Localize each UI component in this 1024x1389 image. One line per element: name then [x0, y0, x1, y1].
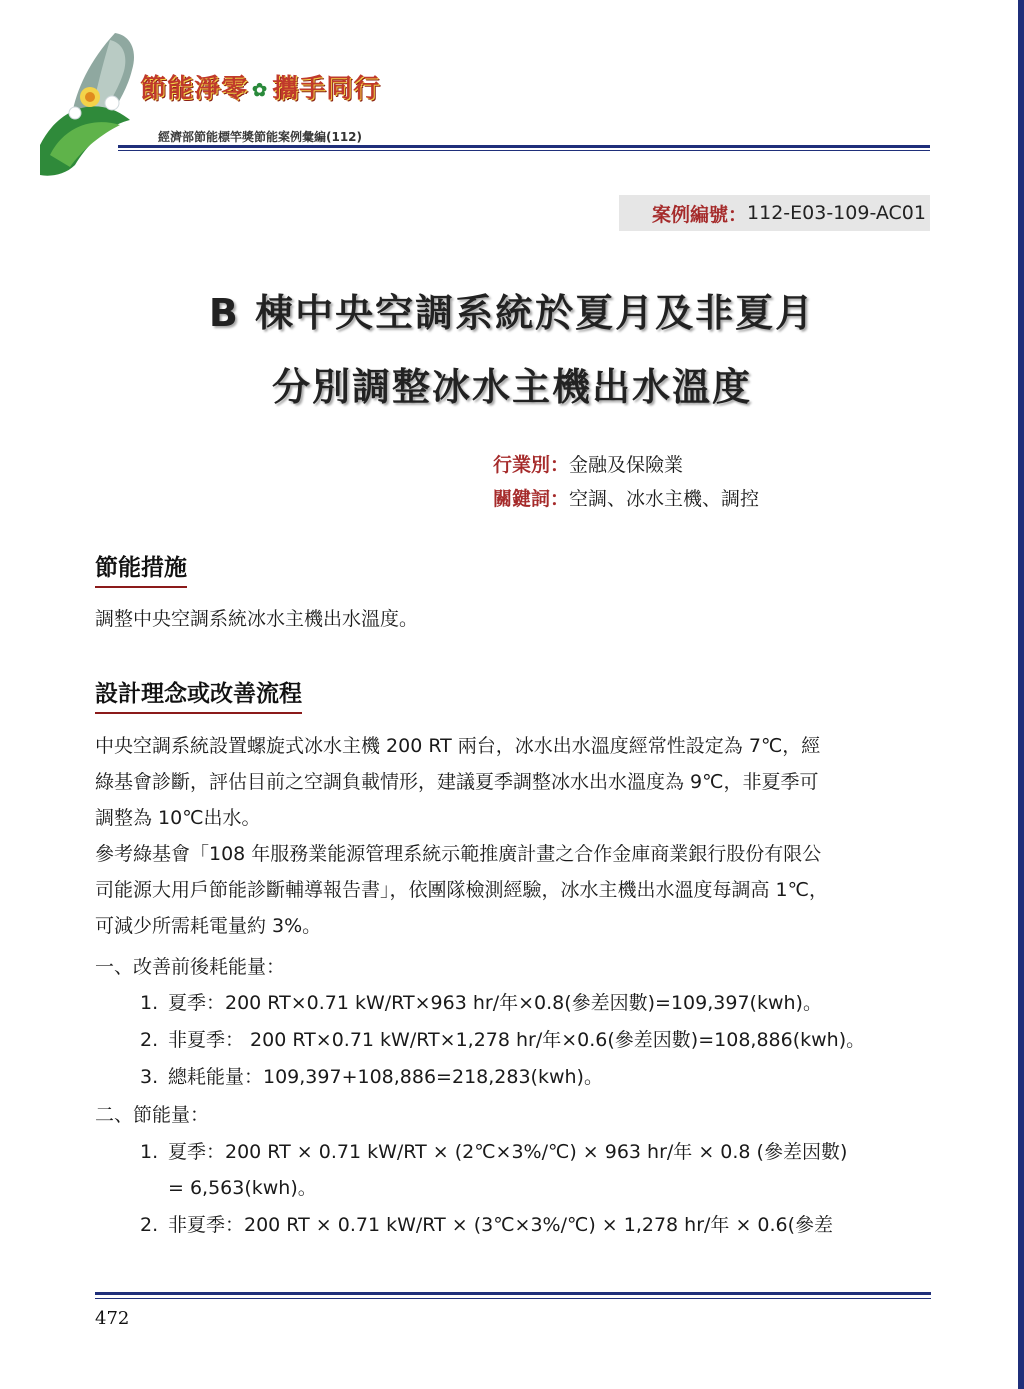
section-underline [95, 712, 302, 714]
case-title-line-1: B 棟中央空調系統於夏月及非夏月 [208, 291, 816, 335]
design-line: 可減少所需耗電量約 3%。 [95, 915, 322, 937]
section-underline [95, 586, 187, 588]
industry-value: 金融及保險業 [569, 454, 684, 476]
brand-slogan [140, 68, 380, 105]
keywords-value: 空調、冰水主機、調控 [569, 488, 760, 510]
flower-separator-icon: ✿ [252, 79, 269, 101]
section-heading-measures [95, 549, 187, 582]
list-item-number: 2. [140, 1029, 159, 1051]
case-number-value: 112-E03-109-AC01 [747, 202, 926, 224]
list-item [140, 1134, 847, 1170]
footer-divider [95, 1292, 931, 1295]
list-item-text: 非夏季： 200 RT×0.71 kW/RT×1,278 hr/年×0.6(參差因數)=108,886(kwh)。 [168, 1029, 866, 1051]
design-line: 綠基會診斷，評估目前之空調負載情形，建議夏季調整冰水出水溫度為 9℃，非夏季可 [95, 771, 819, 793]
design-line: 調整為 10℃出水。 [95, 807, 261, 829]
brand-slogan-left: 節能淨零 [140, 74, 249, 104]
case-title-line-2: 分別調整冰水主機出水溫度 [271, 365, 752, 409]
savings-heading: 二、節能量： [95, 1104, 210, 1126]
design-line: 司能源大用戶節能診斷輔導報告書」，依團隊檢測經驗，冰水主機出水溫度每調高 1℃， [95, 879, 828, 901]
list-item-number: 1. [140, 1141, 159, 1163]
list-item-number: 2. [140, 1214, 159, 1236]
list-item [140, 1022, 865, 1058]
list-item-text: 非夏季：200 RT × 0.71 kW/RT × (3℃×3%/℃) × 1,278 hr/年 × 0.6(參差 [168, 1214, 834, 1236]
publication-subtitle: 經濟部節能標竿獎節能案例彙編(112) [158, 130, 363, 144]
list-item [140, 1059, 603, 1095]
case-number-box [619, 195, 930, 231]
list-item [140, 985, 822, 1021]
section-heading-measures-text: 節能措施 [95, 555, 187, 581]
section-heading-design [95, 675, 302, 708]
design-paragraph [95, 728, 931, 944]
industry-label: 行業別： [493, 454, 570, 476]
brand-slogan-right: 攜手同行 [272, 74, 381, 104]
list-item-text: 總耗能量：109,397+108,886=218,283(kwh)。 [168, 1066, 603, 1088]
header-divider [118, 145, 930, 148]
footer-divider-thin [95, 1298, 931, 1299]
keywords-row [493, 484, 759, 511]
industry-row [493, 450, 683, 477]
list-item-text: = 6,563(kwh)。 [168, 1177, 317, 1199]
page-edge-bar [1018, 0, 1024, 1389]
list-item [140, 1207, 833, 1243]
page-number: 472 [95, 1308, 130, 1329]
list-item-number: 1. [140, 992, 159, 1014]
case-number-label: 案例編號： [652, 203, 748, 226]
design-line: 參考綠基會「108 年服務業能源管理系統示範推廣計畫之合作金庫商業銀行股份有限公 [95, 843, 822, 865]
header-divider-thin [118, 150, 930, 151]
list-item-text: 夏季：200 RT × 0.71 kW/RT × (2℃×3%/℃) × 963 hr/年 × 0.8 (參差因數) [168, 1141, 848, 1163]
keywords-label: 關鍵詞： [493, 488, 570, 510]
consumption-heading: 一、改善前後耗能量： [95, 956, 286, 978]
taiwan-leaf-logo-icon [20, 25, 170, 185]
section-heading-design-text: 設計理念或改善流程 [95, 681, 302, 707]
list-item-text: 夏季：200 RT×0.71 kW/RT×963 hr/年×0.8(參差因數)=109,397(kwh)。 [168, 992, 822, 1014]
list-item [140, 1170, 317, 1206]
measure-paragraph: 調整中央空調系統冰水主機出水溫度。 [95, 608, 419, 630]
design-line: 中央空調系統設置螺旋式冰水主機 200 RT 兩台，冰水出水溫度經常性設定為 7℃，經 [95, 735, 821, 757]
list-item-number: 3. [140, 1066, 159, 1088]
